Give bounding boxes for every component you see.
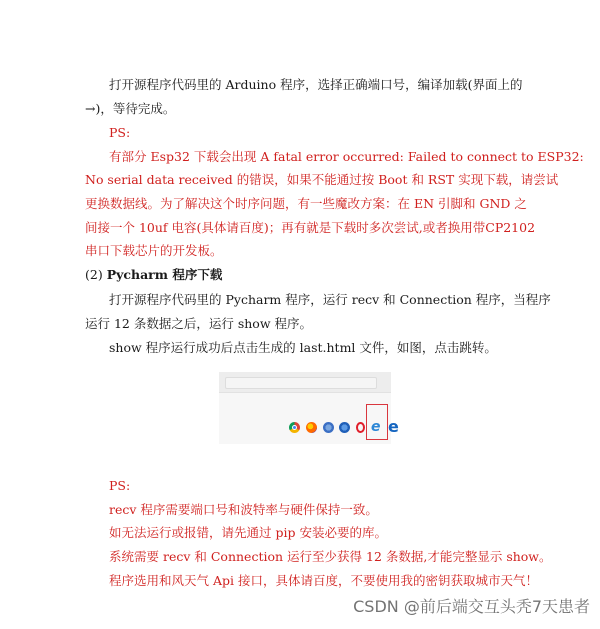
- paragraph-arduino-line-1: 打开源程序代码里的 Arduino 程序，选择正确端口号，编译加载(界面上的: [109, 77, 523, 92]
- firefox-icon[interactable]: [306, 422, 317, 433]
- csdn-watermark: CSDN @前后端交互头秃7天患者: [353, 597, 590, 616]
- ps-note-line-1: 有部分 Esp32 下载会出现 A fatal error occurred: Failed to connect to ESP32:: [109, 149, 584, 164]
- ps-label-2: PS:: [109, 478, 131, 493]
- ps-note-line-2: No serial data received 的错误，如果不能通过按 Boot 和 RST 实现下载，请尝试: [85, 172, 559, 187]
- ie-icon[interactable]: e: [371, 419, 381, 435]
- paragraph-pycharm-line-2: 运行 12 条数据之后，运行 show 程序。: [85, 316, 312, 331]
- ps2-note-line-3: 系统需要 recv 和 Connection 运行至少获得 12 条数据,才能完整显示 show。: [109, 549, 552, 564]
- ps-note-line-5: 串口下载芯片的开发板。: [85, 243, 223, 258]
- paragraph-pycharm-line-1: 打开源程序代码里的 Pycharm 程序，运行 recv 和 Connection 程序，当程序: [109, 292, 551, 307]
- browser-icon[interactable]: [323, 422, 334, 433]
- ps-note-line-4: 间接一个 10uf 电容(具体请百度)；再有就是下载时多次尝试,或者换用带CP2102: [85, 220, 536, 235]
- ps-label: PS:: [109, 125, 131, 140]
- browser-icon[interactable]: [339, 422, 350, 433]
- opera-icon[interactable]: [356, 422, 365, 433]
- section-heading: [85, 267, 222, 283]
- ps2-note-line-4: 程序选用和风天气 Api 接口，具体请百度，不要使用我的密钥获取城市天气！: [109, 573, 538, 588]
- highlight-box: [366, 404, 388, 440]
- chrome-icon[interactable]: [289, 422, 300, 433]
- ps2-note-line-1: recv 程序需要端口号和波特率与硬件保持一致。: [109, 502, 378, 517]
- paragraph-show-line-1: show 程序运行成功后点击生成的 last.html 文件，如图，点击跳转。: [109, 340, 497, 355]
- address-bar: [219, 372, 391, 393]
- paragraph-arduino-line-2: →)，等待完成。: [85, 101, 176, 116]
- ps-note-line-3: 更换数据线。为了解决这个时序问题，有一些魔改方案：在 EN 引脚和 GND 之: [85, 196, 527, 211]
- ps2-note-line-2: 如无法运行或报错，请先通过 pip 安装必要的库。: [109, 525, 387, 540]
- section-number: (2): [85, 267, 103, 282]
- edge-icon[interactable]: e: [388, 417, 399, 436]
- section-title: Pycharm 程序下载: [106, 267, 223, 282]
